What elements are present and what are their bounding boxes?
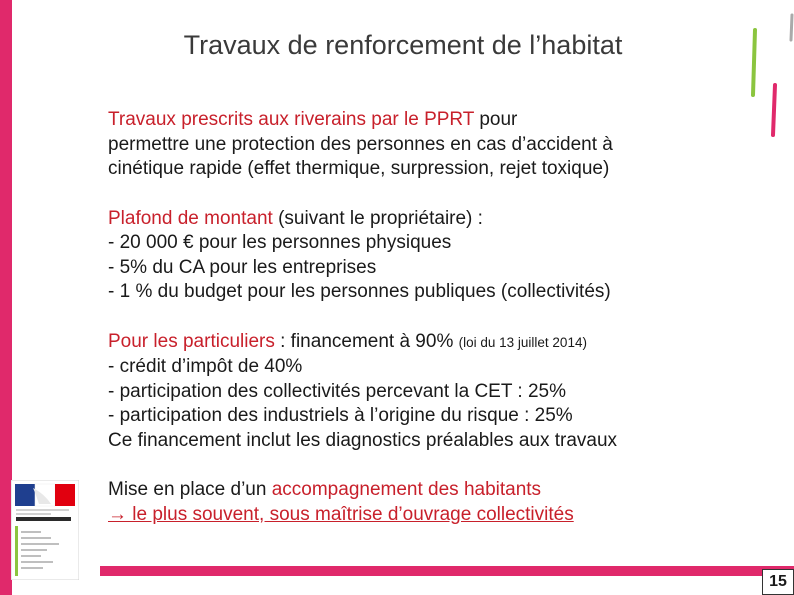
para2-highlight: Plafond de montant [108,207,273,229]
ministry-logo-icon [11,480,79,580]
para3-item: - crédit d’impôt de 40% [108,356,303,377]
para1-highlight: Travaux prescrits aux riverains par le PPRT [108,109,475,130]
para3-note: (loi du 13 juillet 2014) [458,334,587,350]
para1-rest: pour [474,109,518,130]
para4-highlight: accompagnement des habitants [271,479,542,500]
para3-line1 [108,330,748,356]
para2-line1 [108,207,748,232]
para3-item: - participation des collectivités percevant la CET : 25% [108,380,566,402]
paragraph-pprt [108,108,748,182]
paragraph-plafond [108,207,748,305]
para1-line3: cinétique rapide (effet thermique, surpression, rejet toxique) [108,158,610,179]
page-number: 15 [762,569,794,595]
paragraph-particuliers [108,330,748,454]
deco-stroke-pink [773,85,775,135]
slide-title: Travaux de renforcement de l’habitat [183,30,623,60]
para3-highlight: Pour les particuliers [108,330,275,352]
para4-intro: Mise en place d’un [108,479,272,500]
para3-rest: : financement à 90% [274,330,459,352]
slide-content [108,108,748,552]
para1-line2: permettre une protection des personnes en cas d’accident à [108,133,613,155]
paragraph-accompagnement [108,478,748,527]
para4-line2: → le plus souvent, sous maîtrise d’ouvrage collectivités [108,503,574,525]
para2-rest: (suivant le propriétaire) : [272,207,483,229]
para1-line1 [108,108,748,133]
para3-item: - participation des industriels à l’origine du risque : 25% [108,405,573,426]
para4-line1 [108,478,748,503]
para3-item: Ce financement inclut les diagnostics préalables aux travaux [108,429,618,451]
bottom-accent-bar [100,566,794,576]
para2-item: - 20 000 € pour les personnes physiques [108,232,452,253]
para2-item: - 1 % du budget pour les personnes publiques (collectivités) [108,281,611,302]
para2-item: - 5% du CA pour les entreprises [108,256,377,278]
